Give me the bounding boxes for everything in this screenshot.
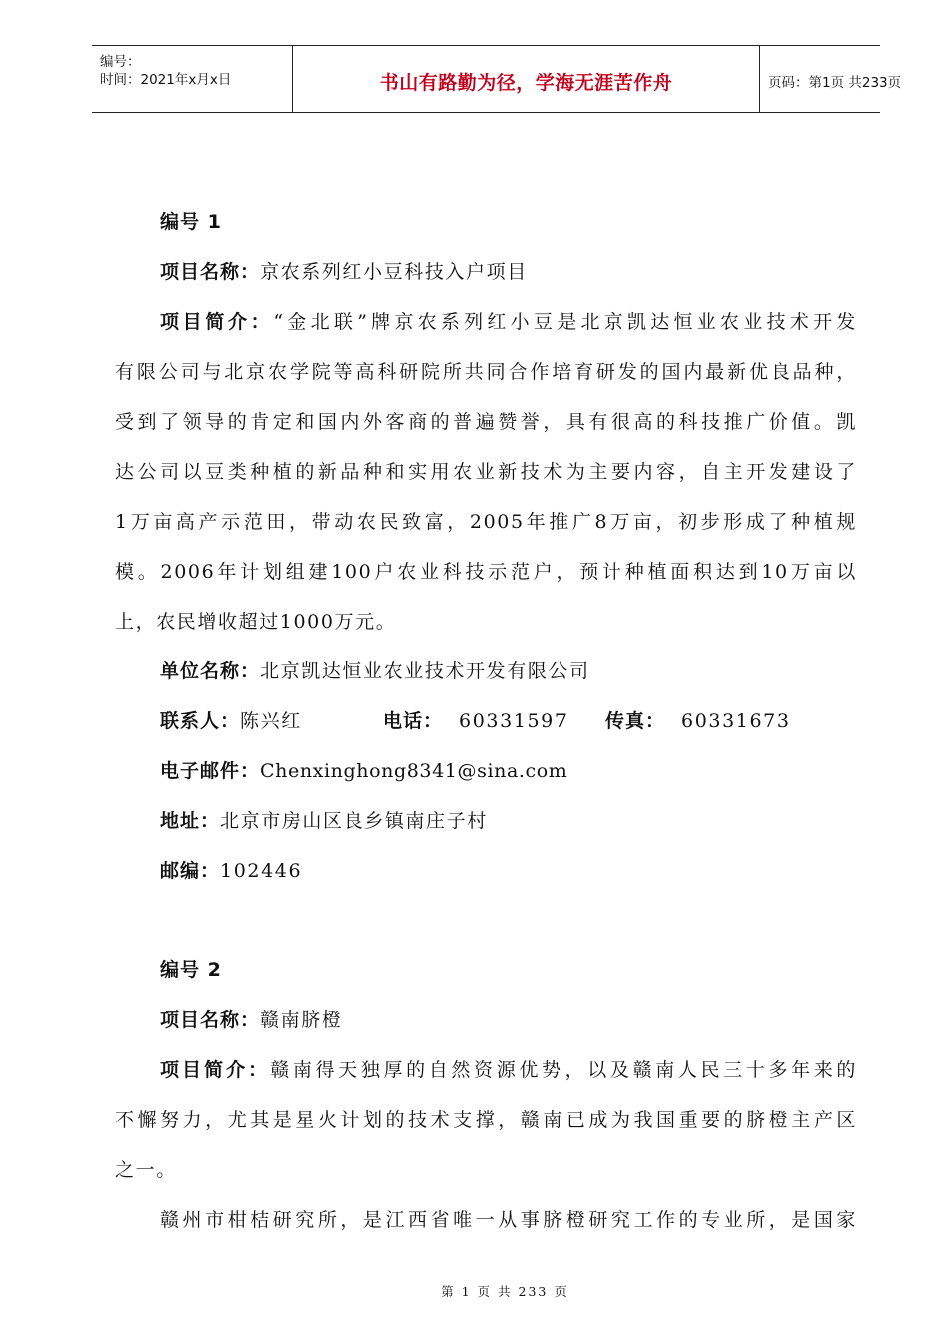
zip-value: 102446 bbox=[220, 860, 303, 882]
project-name-label: 项目名称： bbox=[160, 1009, 261, 1031]
header-page-label: 页码：第1页 共233页 bbox=[768, 75, 902, 91]
project-intro-line: 赣南得天独厚的自然资源优势，以及赣南人民三十多年来的 bbox=[270, 1059, 857, 1081]
project-intro-line: 上，农民增收超过1000万元。 bbox=[115, 611, 397, 633]
address-label: 地址： bbox=[160, 810, 221, 832]
project-intro-line: 模。2006年计划组建100户农业科技示范户，预计种植面积达到10万亩以 bbox=[115, 561, 857, 583]
project-name-value: 京农系列红小豆科技入户项目 bbox=[260, 261, 528, 283]
header-page-cell bbox=[758, 46, 902, 112]
project-intro-label: 项目简介： bbox=[160, 1059, 271, 1081]
project-1-intro-row bbox=[160, 310, 857, 334]
header-number-label: 编号： bbox=[100, 54, 141, 70]
zip-label: 邮编： bbox=[160, 860, 221, 882]
project-intro-line: 达公司以豆类种植的新品种和实用农业新技术为主要内容，自主开发建设了 bbox=[115, 461, 857, 483]
unit-label: 单位名称： bbox=[160, 660, 261, 682]
project-intro-line: 赣州市柑桔研究所，是江西省唯一从事脐橙研究工作的专业所，是国家 bbox=[160, 1209, 857, 1231]
contact-label: 联系人： bbox=[160, 710, 241, 732]
project-1-fax bbox=[605, 709, 791, 733]
project-intro-line: 1万亩高产示范田，带动农民致富，2005年推广8万亩，初步形成了种植规 bbox=[115, 511, 857, 533]
header-motto: 书山有路勤为径，学海无涯苦作舟 bbox=[379, 72, 673, 94]
page-header bbox=[92, 45, 902, 113]
project-intro-line: 有限公司与北京农学院等高科研院所共同合作培育研发的国内最新优良品种， bbox=[115, 361, 857, 383]
header-time-label: 时间：2021年x月x日 bbox=[100, 72, 232, 88]
project-1-contact-row bbox=[160, 709, 302, 733]
project-1-address-row bbox=[160, 809, 488, 833]
email-value: Chenxinghong8341@sina.com bbox=[260, 760, 568, 782]
project-name-label: 项目名称： bbox=[160, 261, 261, 283]
project-intro-label: 项目简介： bbox=[160, 311, 274, 333]
project-1-email-row bbox=[160, 759, 567, 783]
project-intro-line: 不懈努力，尤其是星火计划的技术支撑，赣南已成为我国重要的脐橙主产区 bbox=[115, 1109, 857, 1131]
project-2-intro-row bbox=[160, 1058, 857, 1082]
project-2-number: 编号 2 bbox=[160, 959, 222, 981]
fax-value: 60331673 bbox=[681, 710, 791, 732]
phone-value: 60331597 bbox=[459, 710, 569, 732]
email-label: 电子邮件： bbox=[160, 760, 261, 782]
project-intro-line: “金北联”牌京农系列红小豆是北京凯达恒业农业技术开发 bbox=[273, 311, 857, 333]
project-1-number: 编号 1 bbox=[160, 211, 222, 233]
page-footer: 第 1 页 共 233 页 bbox=[441, 1284, 569, 1299]
project-2-name-row bbox=[160, 1008, 342, 1032]
fax-label: 传真： bbox=[605, 710, 666, 732]
contact-value: 陈兴红 bbox=[240, 710, 302, 732]
project-1-phone bbox=[383, 709, 569, 733]
address-value: 北京市房山区良乡镇南庄子村 bbox=[220, 810, 488, 832]
project-1-unit-row bbox=[160, 659, 590, 683]
unit-value: 北京凯达恒业农业技术开发有限公司 bbox=[260, 660, 590, 682]
header-motto-cell bbox=[292, 46, 760, 112]
project-name-value: 赣南脐橙 bbox=[260, 1009, 343, 1031]
project-1-name-row bbox=[160, 260, 528, 284]
project-intro-line: 受到了领导的肯定和国内外客商的普遍赞誉，具有很高的科技推广价值。凯 bbox=[115, 411, 857, 433]
project-intro-line: 之一。 bbox=[115, 1159, 177, 1181]
header-meta-cell bbox=[92, 46, 292, 112]
phone-label: 电话： bbox=[383, 710, 444, 732]
project-1-zip-row bbox=[160, 859, 302, 883]
